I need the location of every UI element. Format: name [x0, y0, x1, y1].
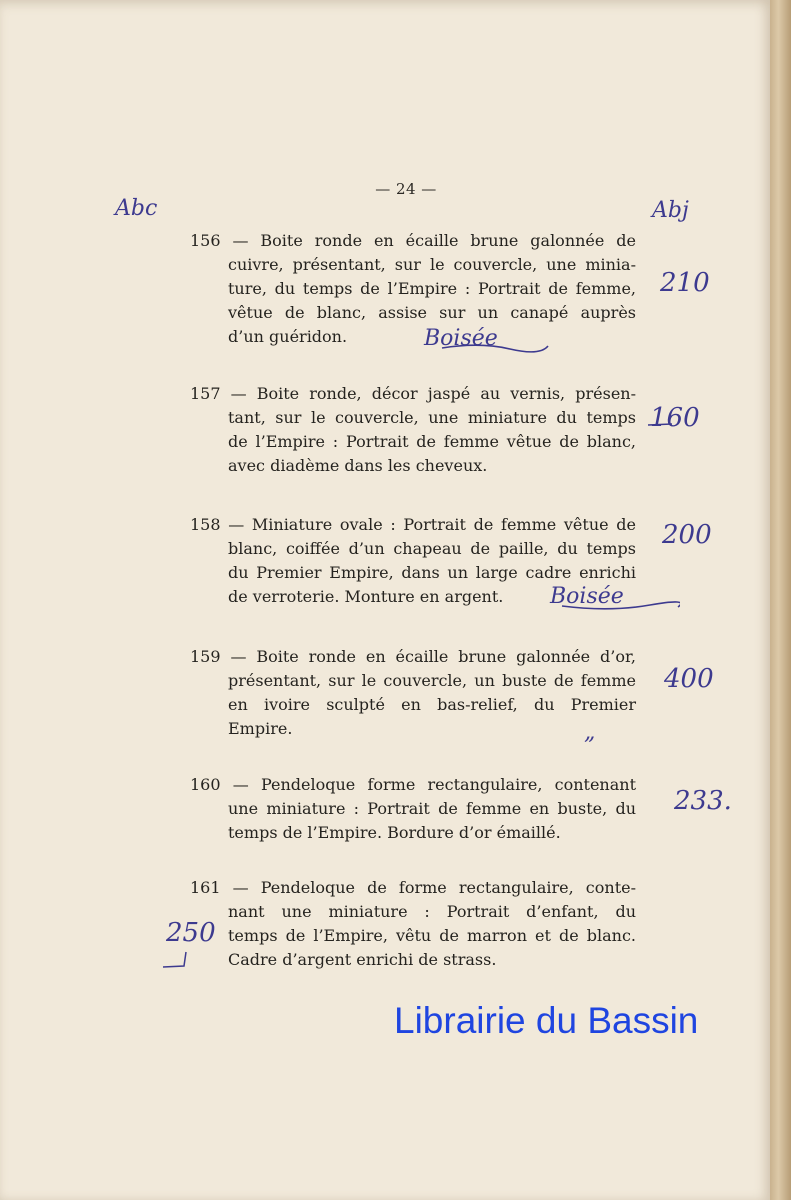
handwritten-buyer-156: Boisée — [424, 326, 498, 351]
handwritten-price-157: 160 — [650, 403, 700, 433]
watermark-text: Librairie du Bassin — [394, 1000, 699, 1041]
pen-stroke-icon — [646, 420, 676, 430]
lot-156 — [190, 229, 636, 349]
lot-line: 156 — Boite ronde en écaille brune galonnée de — [190, 231, 636, 250]
handwritten-ditto-159: „ — [584, 720, 596, 745]
lot-line: d’un guéridon. — [228, 327, 348, 346]
lot-line: du Premier Empire, dans un large cadre enrichi — [228, 563, 636, 582]
handwritten-note-top-left: Abc — [115, 196, 158, 221]
lot-line: 161 — Pendeloque de forme rectangulaire, conte- — [190, 878, 636, 897]
lot-line: vêtue de blanc, assise sur un canapé auprès — [228, 303, 636, 322]
handwritten-price-159: 400 — [664, 664, 714, 694]
book-spine — [770, 0, 791, 1200]
lot-line: 158 — Miniature ovale : Portrait de femme vêtue de — [190, 515, 636, 534]
lot-line: cuivre, présentant, sur le couvercle, une minia- — [228, 255, 636, 274]
lot-line: 157 — Boite ronde, décor jaspé au vernis, présen- — [190, 384, 636, 403]
lot-line: Empire. — [228, 719, 293, 738]
handwritten-price-156: 210 — [660, 268, 710, 298]
lot-line: en ivoire sculpté en bas-relief, du Premier — [228, 695, 636, 714]
lot-161 — [190, 876, 636, 972]
lot-159 — [190, 645, 636, 741]
lot-line: avec diadème dans les cheveux. — [228, 456, 488, 475]
handwritten-note-top-right: Abj — [652, 198, 689, 223]
lot-line: ture, du temps de l’Empire : Portrait de femme, — [228, 279, 636, 298]
handwritten-buyer-158: Boisée — [550, 584, 624, 609]
lot-line: 159 — Boite ronde en écaille brune galonnée d’or, — [190, 647, 636, 666]
page-number: — 24 — — [375, 180, 437, 198]
lot-line: de verroterie. Monture en argent. — [228, 587, 504, 606]
handwritten-price-161: 250 — [166, 918, 216, 948]
pen-bracket-icon — [160, 950, 190, 972]
lot-line: tant, sur le couvercle, une miniature du temps — [228, 408, 636, 427]
handwritten-price-158: 200 — [662, 520, 712, 550]
lot-line: temps de l’Empire. Bordure d’or émaillé. — [228, 823, 561, 842]
lot-line: présentant, sur le couvercle, un buste de femme — [228, 671, 636, 690]
lot-line: temps de l’Empire, vêtu de marron et de blanc. — [228, 926, 636, 945]
lot-line: une miniature : Portrait de femme en buste, du — [228, 799, 636, 818]
lot-157 — [190, 382, 636, 478]
lot-line: blanc, coiffée d’un chapeau de paille, du temps — [228, 539, 636, 558]
pen-underline-icon — [560, 600, 680, 614]
lot-line: nant une miniature : Portrait d’enfant, du — [228, 902, 636, 921]
pen-underline-icon — [440, 340, 550, 354]
lot-line: de l’Empire : Portrait de femme vêtue de blanc, — [228, 432, 636, 451]
lot-160 — [190, 773, 636, 845]
handwritten-price-160: 233. — [674, 786, 732, 816]
lot-line: Cadre d’argent enrichi de strass. — [228, 950, 497, 969]
lot-line: 160 — Pendeloque forme rectangulaire, contenant — [190, 775, 636, 794]
